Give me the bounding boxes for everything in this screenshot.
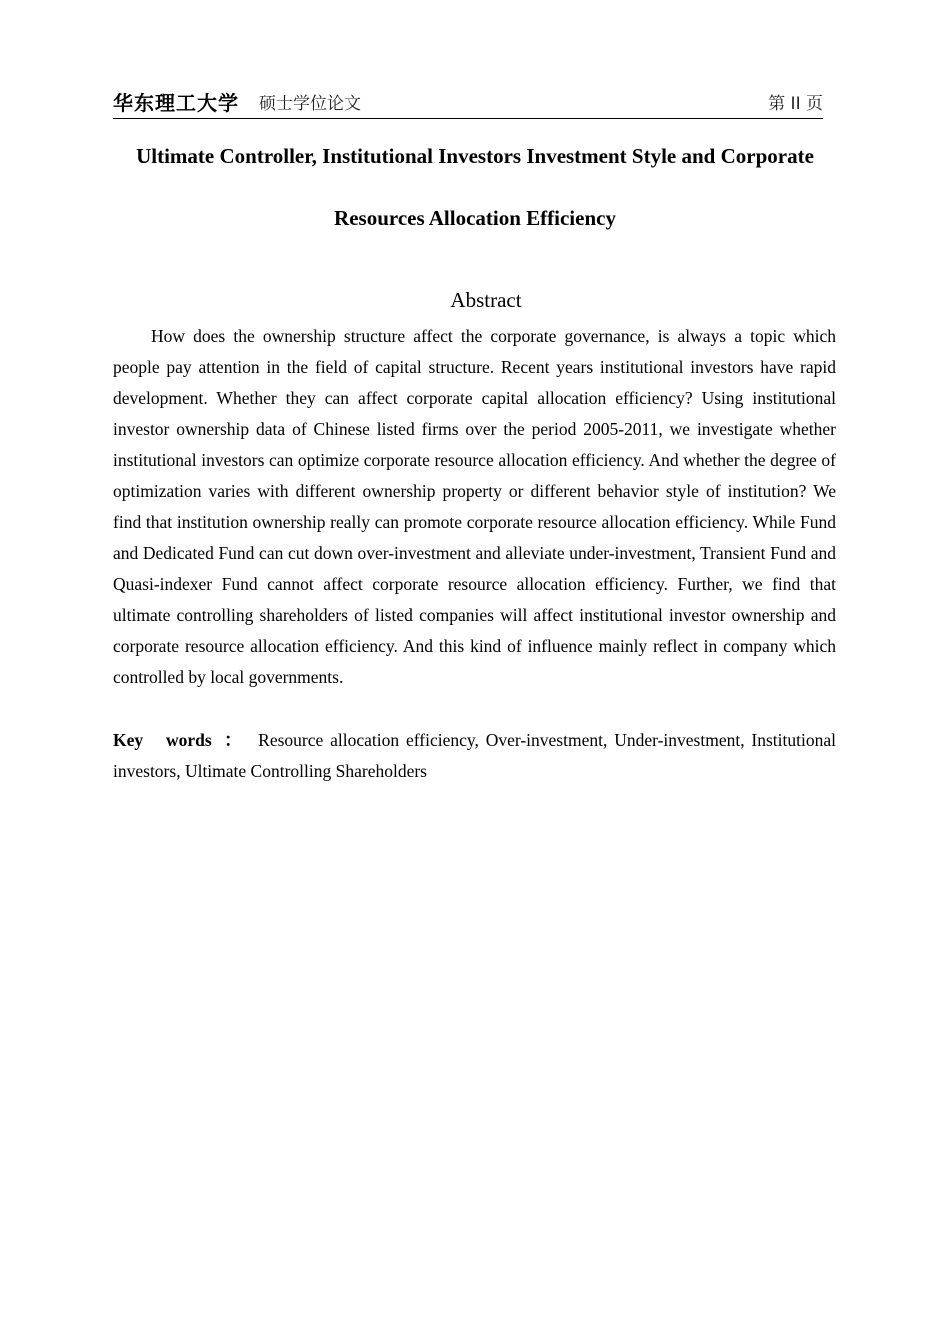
keywords-line [113,725,836,787]
keywords-label: Key words [113,730,212,750]
keywords-text: Resource allocation efficiency, Over-investment, Under-investment, Institutional investors, Ultimate Controlling Shareholders [113,730,837,781]
page-number: 第 II 页 [768,94,823,114]
abstract-body: How does the ownership structure affect the corporate governance, is always a topic which people pay attention in the field of capital structure. Recent years institutional investors have rapid development. Whether they can affect corporate capital allocation efficiency? Using institutional investor ownership data of Chinese listed firms over the period 2005-2011, we investigate whether institutional investors can optimize corporate resource allocation efficiency. And whether the degree of optimization varies with different ownership property or different behavior style of institution? We find that institution ownership really can promote corporate resource allocation efficiency. While Fund and Dedicated Fund can cut down over-investment and alleviate under-investment, Transient Fund and Quasi-indexer Fund cannot affect corporate resource allocation efficiency. Further, we find that ultimate controlling shareholders of listed companies will affect institutional investor ownership and corporate resource allocation efficiency. And this kind of influence mainly reflect in company which controlled by local governments. [113,326,836,687]
degree-label: 硕士学位论文 [259,94,361,114]
thesis-title-line2: Resources Allocation Efficiency [334,206,616,230]
thesis-title [113,142,837,232]
university-name: 华东理工大学 [113,91,239,115]
page-header [113,90,823,119]
keywords-colon: ： [221,730,245,750]
abstract-heading: Abstract [450,288,522,312]
thesis-title-line1: Ultimate Controller, Institutional Investors Investment Style and Corporate [136,144,814,168]
